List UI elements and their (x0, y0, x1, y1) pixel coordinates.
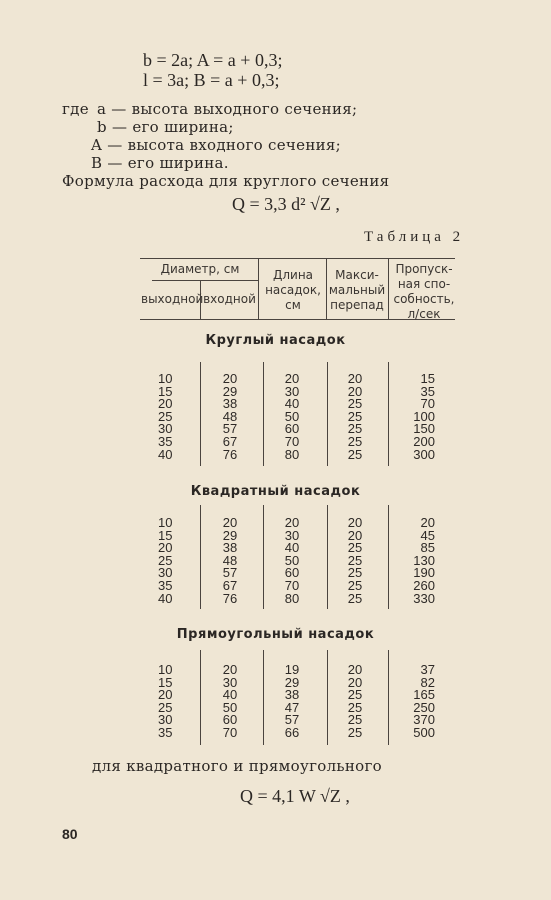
table-cell-inlet-diameter: 20 (222, 371, 238, 386)
table-cell-inlet-diameter: 48 (222, 552, 238, 568)
definition-a: a — высота выходного сечения; (97, 100, 358, 118)
rect-divider-4 (388, 650, 389, 745)
table-cell-inlet-diameter: 48 (222, 408, 238, 424)
table-cell-max-drop: 25 (347, 408, 363, 424)
table-cell-capacity: 35 (420, 383, 435, 399)
table-cell-capacity: 200 (413, 434, 435, 449)
section-title-round: Круглый насадок (205, 333, 346, 348)
table-cell-inlet-diameter: 70 (222, 725, 238, 740)
table-cell-max-drop: 20 (347, 371, 363, 386)
table-cell-capacity: 165 (413, 687, 435, 703)
table-cell-capacity: 45 (420, 527, 435, 543)
table-cell-max-drop: 20 (347, 662, 363, 677)
table-cell-length: 20 (284, 515, 300, 530)
table-cell-capacity: 15 (420, 371, 435, 386)
header-inlet: входной (203, 292, 256, 306)
table-cell-length: 50 (284, 552, 300, 568)
table-cell-capacity: 190 (413, 565, 435, 581)
table-cell-length: 38 (284, 687, 300, 703)
definition-b: b — его ширина; (97, 118, 234, 136)
table-cell-inlet-diameter: 29 (222, 383, 238, 399)
table-cell-length: 60 (284, 565, 300, 581)
table-cell-capacity: 100 (413, 408, 435, 424)
table-cell-outlet-diameter: 20 (158, 540, 173, 556)
table-cell-outlet-diameter: 30 (158, 565, 173, 581)
page-number: 80 (62, 826, 78, 842)
table-cell-outlet-diameter: 10 (158, 515, 173, 530)
table-cell-outlet-diameter: 40 (158, 446, 173, 462)
table-cell-capacity: 260 (413, 578, 435, 593)
table-cell-max-drop: 25 (347, 725, 363, 740)
table-cell-length: 60 (284, 421, 300, 437)
table-cell-outlet-diameter: 15 (158, 527, 173, 543)
table-cell-outlet-diameter: 20 (158, 396, 173, 412)
table-cell-outlet-diameter: 25 (158, 408, 173, 424)
table-cell-max-drop: 25 (347, 434, 363, 449)
table-cell-max-drop: 20 (347, 383, 363, 399)
table-cell-outlet-diameter: 35 (158, 434, 173, 449)
table-cell-capacity: 37 (420, 662, 435, 677)
table-cell-inlet-diameter: 38 (222, 396, 238, 412)
where-label: где (62, 100, 89, 118)
table-cell-max-drop: 25 (347, 687, 363, 703)
table-cell-inlet-diameter: 40 (222, 687, 238, 703)
round-formula-intro: Формула расхода для круглого сечения (62, 172, 390, 190)
table-cell-capacity: 150 (413, 421, 435, 437)
round-divider-1 (200, 362, 201, 466)
table-cell-capacity: 250 (413, 699, 435, 715)
table-cell-outlet-diameter: 25 (158, 552, 173, 568)
table-cell-max-drop: 25 (347, 396, 363, 412)
definition-B: B — его ширина. (91, 154, 229, 172)
table-cell-inlet-diameter: 38 (222, 540, 238, 556)
table-cell-outlet-diameter: 15 (158, 674, 173, 690)
table-cell-capacity: 70 (420, 396, 435, 412)
table-cell-capacity: 85 (420, 540, 435, 556)
square-divider-1 (200, 505, 201, 609)
round-formula: Q = 3,3 d² √Z , (232, 194, 340, 214)
table-cell-max-drop: 25 (347, 540, 363, 556)
table-cell-inlet-diameter: 57 (222, 565, 238, 581)
table-cell-max-drop: 25 (347, 446, 363, 462)
round-divider-2 (263, 362, 264, 466)
section-title-rectangular: Прямоугольный насадок (176, 627, 375, 642)
table-cell-inlet-diameter: 67 (222, 578, 238, 593)
header-capacity: Пропуск-ная спо-собность, л/сек (393, 262, 455, 321)
table-cell-length: 66 (284, 725, 300, 740)
table-cell-length: 19 (284, 662, 300, 677)
table-cell-outlet-diameter: 15 (158, 383, 173, 399)
diameter-underline (152, 280, 258, 281)
section-title-square: Квадратный насадок (190, 484, 361, 499)
table-cell-max-drop: 25 (347, 712, 363, 728)
rect-divider-1 (200, 650, 201, 745)
rect-divider-2 (263, 650, 264, 745)
table-cell-max-drop: 25 (347, 590, 363, 606)
table-cell-length: 30 (284, 383, 300, 399)
table-cell-length: 29 (284, 674, 300, 690)
header-divider-3 (326, 258, 327, 320)
table-cell-capacity: 370 (413, 712, 435, 728)
header-diameter: Диаметр, см (160, 262, 240, 276)
table-cell-inlet-diameter: 29 (222, 527, 238, 543)
table-cell-length: 57 (284, 712, 300, 728)
table-cell-inlet-diameter: 76 (222, 446, 238, 462)
table-cell-capacity: 82 (420, 674, 435, 690)
square-divider-4 (388, 505, 389, 609)
table-cell-inlet-diameter: 30 (222, 674, 238, 690)
table-cell-max-drop: 25 (347, 578, 363, 593)
table-cell-outlet-diameter: 20 (158, 687, 173, 703)
table-cell-capacity: 20 (420, 515, 435, 530)
table-cell-capacity: 300 (413, 446, 435, 462)
table-cell-inlet-diameter: 20 (222, 662, 238, 677)
table-cell-outlet-diameter: 10 (158, 662, 173, 677)
table-cell-capacity: 500 (413, 725, 435, 740)
table-cell-length: 70 (284, 434, 300, 449)
round-divider-3 (327, 362, 328, 466)
header-divider-4 (388, 258, 389, 320)
table-cell-inlet-diameter: 60 (222, 712, 238, 728)
round-divider-4 (388, 362, 389, 466)
table-cell-max-drop: 20 (347, 515, 363, 530)
table-top-rule (140, 258, 455, 259)
table-cell-length: 50 (284, 408, 300, 424)
header-max-drop: Макси-мальный перепад (328, 268, 386, 312)
square-divider-3 (327, 505, 328, 609)
header-outlet: выходной (141, 292, 204, 306)
square-formula-intro: для квадратного и прямоугольного (92, 757, 382, 775)
table-cell-length: 47 (284, 699, 300, 715)
table-cell-max-drop: 20 (347, 674, 363, 690)
table-cell-inlet-diameter: 57 (222, 421, 238, 437)
table-cell-outlet-diameter: 35 (158, 725, 173, 740)
rect-divider-3 (327, 650, 328, 745)
table-cell-length: 70 (284, 578, 300, 593)
table-cell-max-drop: 25 (347, 421, 363, 437)
table-cell-outlet-diameter: 35 (158, 578, 173, 593)
table-cell-outlet-diameter: 10 (158, 371, 173, 386)
table-cell-inlet-diameter: 20 (222, 515, 238, 530)
header-divider-2 (258, 258, 259, 320)
table-cell-length: 40 (284, 540, 300, 556)
table-cell-length: 80 (284, 446, 300, 462)
table-cell-inlet-diameter: 76 (222, 590, 238, 606)
table-cell-max-drop: 20 (347, 527, 363, 543)
table-cell-max-drop: 25 (347, 565, 363, 581)
table-cell-inlet-diameter: 50 (222, 699, 238, 715)
table-cell-max-drop: 25 (347, 552, 363, 568)
table-cell-inlet-diameter: 67 (222, 434, 238, 449)
table-cell-capacity: 130 (413, 552, 435, 568)
square-divider-2 (263, 505, 264, 609)
table-cell-length: 30 (284, 527, 300, 543)
table-cell-outlet-diameter: 40 (158, 590, 173, 606)
square-formula: Q = 4,1 W √Z , (240, 786, 350, 806)
table-cell-outlet-diameter: 30 (158, 712, 173, 728)
formula-line-1: b = 2a; A = a + 0,3; (143, 50, 283, 70)
table-cell-length: 20 (284, 371, 300, 386)
table-cell-length: 80 (284, 590, 300, 606)
table-cell-outlet-diameter: 30 (158, 421, 173, 437)
header-length: Длина насадок, см (265, 268, 321, 312)
table-cell-length: 40 (284, 396, 300, 412)
formula-line-2: l = 3a; B = a + 0,3; (143, 70, 280, 90)
table-cell-max-drop: 25 (347, 699, 363, 715)
definition-A: A — высота входного сечения; (91, 136, 342, 154)
table-caption: Таблица 2 (364, 229, 465, 245)
table-cell-outlet-diameter: 25 (158, 699, 173, 715)
table-cell-capacity: 330 (413, 590, 435, 606)
